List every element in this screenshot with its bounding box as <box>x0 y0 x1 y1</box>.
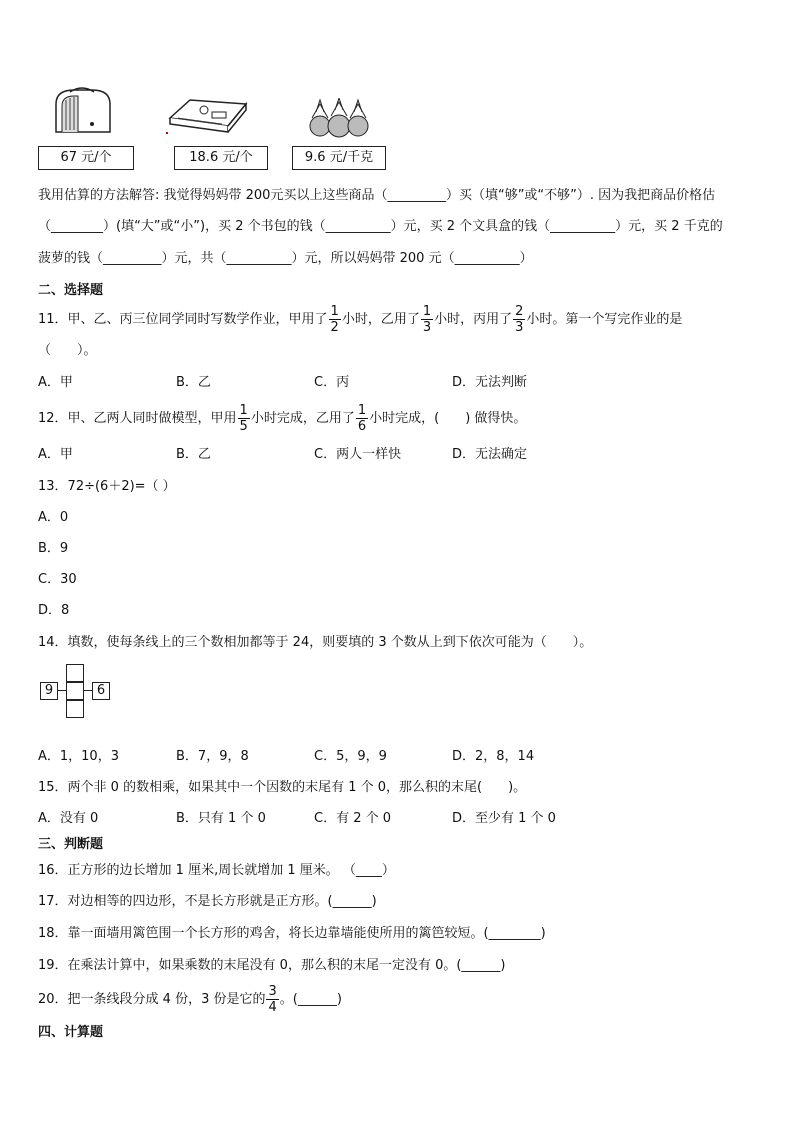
q11-option-b[interactable]: B．乙 <box>176 375 211 390</box>
q12-text-1: 12．甲、乙两人同时做模型，甲用 <box>38 411 237 426</box>
q20-frac-den: 4 <box>268 1000 277 1015</box>
price-pineapple: 9.6 元/千克 <box>292 146 386 170</box>
q11-text-4: 小时。第一个写完作业的是 <box>526 312 683 327</box>
q11-frac-1-num: 1 <box>330 304 339 319</box>
q20-stem <box>38 982 342 1018</box>
q11-text-1: 11．甲、乙、丙三位同学同时写数学作业，甲用了 <box>38 312 328 327</box>
q14-box-bottom[interactable] <box>66 700 84 718</box>
q11-frac-2 <box>421 304 433 335</box>
q12-frac-1-num: 1 <box>239 403 248 418</box>
q15-option-d[interactable]: D．至少有 1 个 0 <box>452 811 556 826</box>
q15-stem: 15．两个非 0 的数相乘，如果其中一个因数的末尾有 1 个 0，那么积的末尾( )。 <box>38 780 527 795</box>
q14-box-left: 9 <box>40 682 58 700</box>
q12-frac-1-den: 5 <box>239 419 248 434</box>
q11-frac-3 <box>513 304 525 335</box>
q13-option-c[interactable]: C．30 <box>38 572 77 587</box>
q14-option-a[interactable]: A．1，10，3 <box>38 749 119 764</box>
q11-text-2: 小时，乙用了 <box>341 312 420 327</box>
red-dot <box>166 132 168 134</box>
q15-option-c[interactable]: C．有 2 个 0 <box>314 811 392 826</box>
q12-option-b[interactable]: B．乙 <box>176 447 211 462</box>
intro-line-3: 菠萝的钱（_________）元，共（__________）元，所以妈妈带 200 元（__________） <box>38 251 533 266</box>
q11-option-c[interactable]: C．丙 <box>314 375 350 390</box>
q11-frac-1 <box>329 304 341 335</box>
q11-text-3: 小时，丙用了 <box>434 312 513 327</box>
q12-frac-2-num: 1 <box>357 403 367 418</box>
q20-frac <box>266 984 278 1015</box>
stationery-box-icon <box>166 96 250 136</box>
q11-frac-3-num: 2 <box>515 304 524 319</box>
q14-box-center[interactable] <box>66 682 84 700</box>
q12-option-c[interactable]: C．两人一样快 <box>314 447 402 462</box>
pineapple-icon <box>306 98 372 138</box>
q12-text-3: 小时完成，( ) 做得快。 <box>369 411 527 426</box>
q12-frac-1 <box>238 403 250 434</box>
q14-option-b[interactable]: B．7，9，8 <box>176 749 249 764</box>
q20-text-1: 20．把一条线段分成 4 份，3 份是它的 <box>38 992 266 1007</box>
q12-option-a[interactable]: A．甲 <box>38 447 73 462</box>
backpack-icon <box>48 86 118 138</box>
q14-box-right: 6 <box>92 682 110 700</box>
q12-stem <box>38 402 526 436</box>
q11-stem <box>38 304 682 335</box>
q20-frac-num: 3 <box>268 984 277 999</box>
q13-option-a[interactable]: A．0 <box>38 510 69 525</box>
q19-stem: 19．在乘法计算中，如果乘数的末尾没有 0，那么积的末尾一定没有 0。(______) <box>38 958 506 973</box>
intro-line-2: （________）(填“大”或“小”)，买 2 个书包的钱（__________）元，买 2 个文具盒的钱（__________）元，买 2 千克的 <box>38 219 723 234</box>
q14-option-c[interactable]: C．5，9，9 <box>314 749 387 764</box>
q20-text-2: 。(______) <box>279 992 342 1007</box>
q17-stem: 17．对边相等的四边形，不是长方形就是正方形。(______) <box>38 894 377 909</box>
section-choice: 二、选择题 <box>38 283 104 298</box>
q14-option-d[interactable]: D．2，8，14 <box>452 749 535 764</box>
section-calc: 四、计算题 <box>38 1025 104 1040</box>
q11-stem-2: （ ）。 <box>38 343 97 358</box>
q11-frac-2-den: 3 <box>422 320 432 335</box>
price-stationery-box: 18.6 元/个 <box>174 146 268 170</box>
q12-frac-2 <box>356 403 368 434</box>
price-backpack: 67 元/个 <box>38 146 134 170</box>
q18-stem: 18．靠一面墙用篱笆围一个长方形的鸡舍，将长边靠墙能使所用的篱笆较短。(________) <box>38 926 546 941</box>
q13-stem: 13．72÷(6＋2)=（ ） <box>38 479 176 494</box>
q16-stem: 16．正方形的边长增加 1 厘米,周长就增加 1 厘米。 （____） <box>38 863 395 878</box>
q14-stem: 14．填数，使每条线上的三个数相加都等于 24，则要填的 3 个数从上到下依次可能为（ ）。 <box>38 635 593 650</box>
q11-frac-3-den: 3 <box>515 320 524 335</box>
q11-option-d[interactable]: D．无法判断 <box>452 375 528 390</box>
q11-option-a[interactable]: A．甲 <box>38 375 73 390</box>
q13-option-b[interactable]: B．9 <box>38 541 69 556</box>
section-judge: 三、判断题 <box>38 837 104 852</box>
q11-frac-2-num: 1 <box>422 304 432 319</box>
q15-option-b[interactable]: B．只有 1 个 0 <box>176 811 266 826</box>
q12-frac-2-den: 6 <box>357 419 367 434</box>
q12-option-d[interactable]: D．无法确定 <box>452 447 528 462</box>
q14-cross-diagram <box>40 662 114 738</box>
intro-line-1: 我用估算的方法解答: 我觉得妈妈带 200元买以上这些商品（_________）买（填“够”或“不够”）. 因为我把商品价格估 <box>38 188 716 203</box>
q13-option-d[interactable]: D．8 <box>38 603 70 618</box>
q12-text-2: 小时完成，乙用了 <box>250 411 355 426</box>
q14-box-top[interactable] <box>66 664 84 682</box>
q11-frac-1-den: 2 <box>330 320 339 335</box>
q15-option-a[interactable]: A．没有 0 <box>38 811 99 826</box>
